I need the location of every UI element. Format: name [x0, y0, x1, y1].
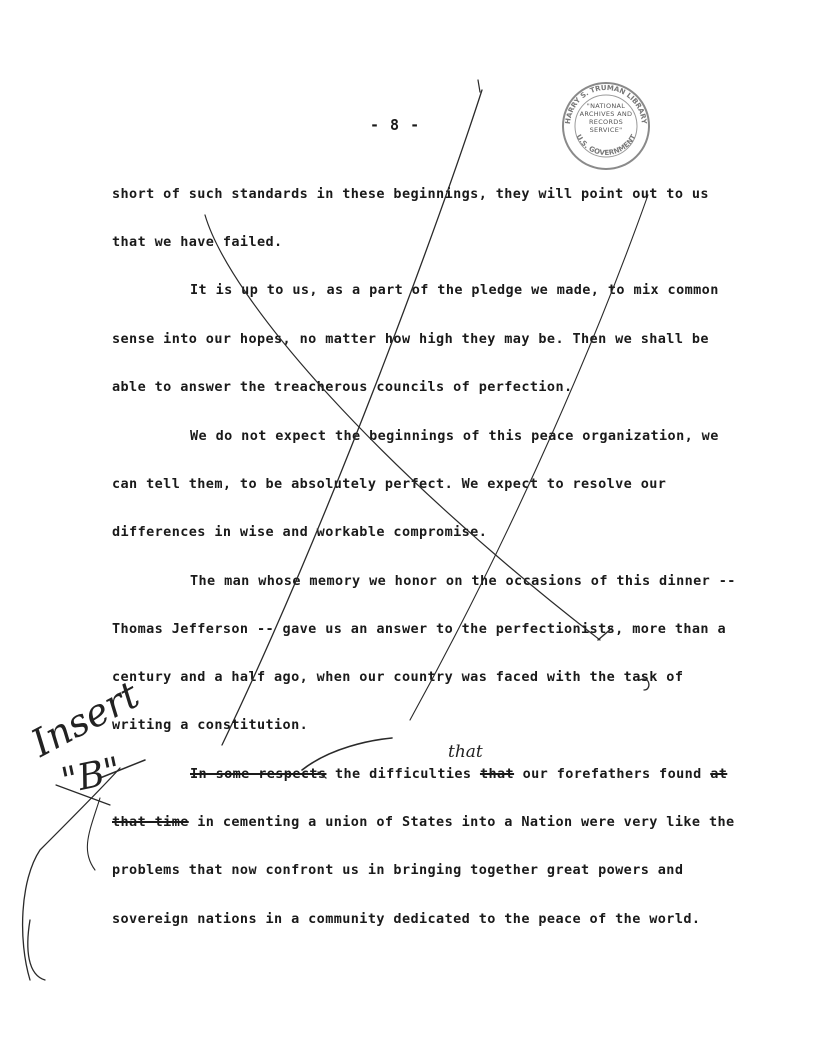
body-line: that we have failed. — [112, 234, 283, 250]
pen-stroke — [410, 195, 648, 720]
struck-text: In some respects — [190, 766, 327, 782]
body-line: problems that now confront us in bringing together great powers and — [112, 862, 684, 878]
struck-text: that — [479, 766, 515, 782]
struck-text: at — [710, 766, 728, 782]
seal-center-line: SERVICE" — [589, 126, 623, 134]
body-line: writing a constitution. — [112, 717, 309, 733]
seal-center-line: "NATIONAL — [586, 102, 626, 110]
pen-stroke — [56, 785, 110, 805]
body-line: sense into our hopes, no matter how high they may be. Then we shall be — [112, 331, 709, 347]
handwritten-inserted-word: that — [448, 742, 483, 762]
body-line-edited — [112, 816, 735, 830]
body-line: short of such standards in these beginnings, they will point out to us — [112, 186, 709, 202]
body-line: century and a half ago, when our country was faced with the task of — [112, 669, 684, 685]
body-text: in cementing a union of States into a Nation were very like the — [188, 814, 735, 830]
pen-stroke — [87, 798, 100, 870]
seal-center-line: ARCHIVES AND — [579, 110, 633, 118]
body-line: It is up to us, as a part of the pledge we made, to mix common — [190, 282, 719, 298]
body-text: the difficulties — [326, 766, 480, 782]
body-line: sovereign nations in a community dedicated to the peace of the world. — [112, 911, 701, 927]
svg-text:U.S. GOVERNMENT — [574, 133, 637, 157]
handwritten-insert-letter: "B" — [57, 749, 125, 803]
pen-stroke — [100, 760, 145, 778]
body-text: our forefathers found — [514, 766, 711, 782]
handwritten-insert: Insert — [24, 672, 147, 766]
body-line: can tell them, to be absolutely perfect. We expect to resolve our — [112, 476, 667, 492]
struck-text: that time — [112, 814, 189, 830]
pen-stroke — [478, 80, 480, 92]
body-line: able to answer the treacherous councils of perfection. — [112, 379, 573, 395]
body-line-edited — [190, 768, 727, 782]
body-line: Thomas Jefferson -- gave us an answer to the perfectionists, more than a — [112, 621, 726, 637]
seal-center-line: RECORDS — [588, 118, 624, 126]
archive-stamp — [560, 80, 652, 172]
body-line: We do not expect the beginnings of this peace organization, we — [190, 428, 719, 444]
seal-ring-top: HARRY S. TRUMAN LIBRARY — [563, 83, 649, 125]
seal-ring-bottom: U.S. GOVERNMENT — [574, 133, 638, 158]
pen-stroke — [28, 920, 45, 980]
seal-center-text — [560, 102, 652, 134]
body-line: The man whose memory we honor on the occasions of this dinner -- — [190, 573, 736, 589]
body-line: differences in wise and workable compromise. — [112, 524, 488, 540]
pen-stroke — [23, 768, 120, 980]
page-number: - 8 - — [370, 116, 421, 134]
